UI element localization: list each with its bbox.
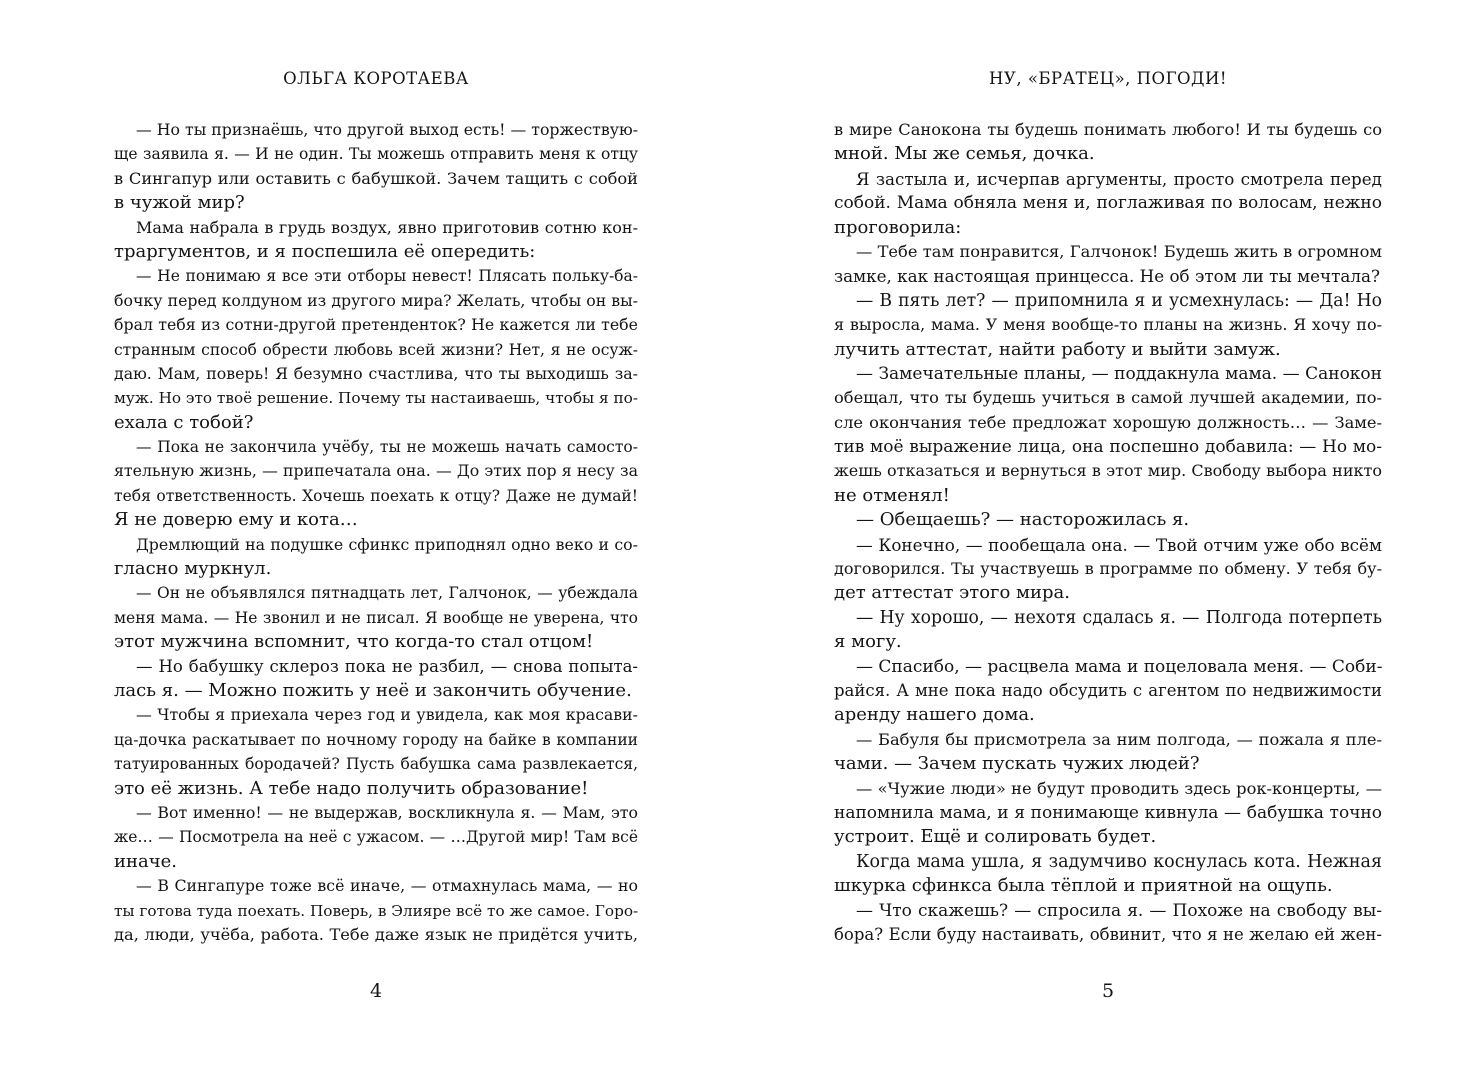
text-line: ще заявила я. — И не один. Ты можешь отправить меня к отцу [114,145,638,164]
text-line: мной. Мы же семья, дочка. [834,143,1095,165]
text-line: ты готова туда поехать. Поверь, в Элияре всё то же самое. Горо- [114,901,638,920]
text-line: муж. Но это твоё решение. Почему ты настаиваешь, чтобы я по- [114,389,638,408]
text-line: в мире Санокона ты будешь понимать любого! И ты будешь со [834,120,1382,139]
text-line: тив моё выражение лица, она поспешно добавила: — Но мо- [834,437,1382,458]
text-line: — Не понимаю я все эти отборы невест! Плясать польку-ба- [136,267,638,286]
text-line: я выросла, мама. У меня вообще-то планы на жизнь. Я хочу по- [834,315,1382,335]
text-line: да, люди, учёба, работа. Тебе даже язык не придётся учить, [114,924,638,944]
text-line: — Чтобы я приехала через год и увидела, как моя красави- [136,705,638,725]
text-line: проговорила: [834,216,962,238]
text-line: Дремлющий на подушке сфинкс приподнял одно веко и со- [136,534,638,554]
left-page [114,0,638,1080]
text-line: — Обещаешь? — насторожилась я. [856,509,1190,531]
text-line: чами. — Зачем пускать чужих людей? [834,753,1200,775]
right-page [834,0,1382,1080]
page-number-left: 4 [369,980,383,1002]
text-line: меня мама. — Не звонил и не писал. Я вообще не уверена, что [114,608,638,627]
text-line: странным способ обрести любовь всей жизни? Нет, я не осуж- [114,340,638,359]
text-line: — Но ты признаёшь, что другой выход есть! — торжествую- [136,120,638,139]
text-line: — «Чужие люди» не будут проводить здесь рок-концерты, — [856,778,1382,798]
page-number-right: 5 [1101,980,1115,1002]
text-line: обещал, что ты будешь учиться в самой лучшей академии, по- [834,388,1382,408]
text-line: ехала с тобой? [114,411,254,433]
text-line: татуированных бородачей? Пусть бабушка сама развлекается, [114,755,638,774]
text-line: бора? Если буду настаивать, обвинит, что я не желаю ей жен- [834,924,1382,944]
text-line: устроит. Ещё и солировать будет. [834,826,1157,848]
text-line: ца-дочка раскатывает по ночному городу на байке в компании [114,730,638,749]
text-line: шкурка сфинкса была тёплой и приятной на ощупь. [834,875,1333,897]
text-line: в чужой мир? [114,192,245,214]
text-line: брал тебя из сотни-другой претенденток? Не кажется ли тебе [114,315,638,335]
text-line: — Бабуля бы присмотрела за ним полгода, — пожала я пле- [856,729,1382,749]
text-line: договорился. Ты участвуешь в программе по обмену. У тебя бу- [834,559,1382,579]
text-line: сле окончания тебе предложат хорошую должность… — Заме- [834,412,1382,432]
text-line: Я не доверю ему и кота… [114,509,358,531]
text-line: гласно муркнул. [114,558,272,580]
text-line: жешь отказаться и вернуться в этот мир. Свободу выбора никто [834,461,1382,481]
text-line: Я застыла и, исчерпав аргументы, просто смотрела перед [856,168,1382,189]
text-line: замке, как настоящая принцесса. Не об этом ли ты мечтала? [834,266,1380,287]
text-line: Мама набрала в грудь воздух, явно приготовив сотню кон- [136,217,638,237]
text-line: в Сингапур или оставить с бабушкой. Зачем тащить с собой [114,168,638,188]
text-line: лучить аттестат, найти работу и выйти замуж. [834,338,1281,360]
text-line: райся. А мне пока надо обсудить с агентом по недвижимости [834,680,1382,700]
text-line: это её жизнь. А тебе надо получить образование! [114,777,589,799]
left-page-text [114,118,638,947]
text-line: — Он не объявлялся пятнадцать лет, Галчонок, — убеждала [136,584,638,603]
text-line: ятельную жизнь, — припечатала она. — До этих пор я несу за [114,461,638,481]
text-line: — Спасибо, — расцвела мама и поцеловала меня. — Соби- [856,656,1382,677]
text-line: даю. Мам, поверь! Я безумно счастлива, что ты выходишь за- [114,363,638,383]
text-line: же… — Посмотрела на неё с ужасом. — …Другой мир! Там всё [114,828,638,847]
text-line: я могу. [834,631,902,653]
text-line: иначе. [114,850,177,872]
text-line: — Замечательные планы, — поддакнула мама. — Санокон [856,363,1382,384]
running-head-author: ОЛЬГА КОРОТАЕВА [283,69,469,88]
text-line: — Пока не закончила учёбу, ты не можешь начать самосто- [136,438,638,457]
text-line: Когда мама ушла, я задумчиво коснулась кота. Нежная [856,851,1382,872]
text-line: — В Сингапуре тоже всё иначе, — отмахнулась мама, — но [136,876,638,896]
right-page-text [834,118,1382,947]
text-line: дет аттестат этого мира. [834,582,1071,604]
text-line: бочку перед колдуном из другого мира? Желать, чтобы он вы- [114,290,638,310]
text-line: этот мужчина вспомнит, что когда-то стал отцом! [114,631,594,653]
text-line: — Что скажешь? — спросила я. — Похоже на свободу вы- [856,900,1382,921]
text-line: напомнила мама, и я понимающе кивнула — бабушка точно [834,802,1382,823]
text-line: — Тебе там понравится, Галчонок! Будешь жить в огромном [856,241,1382,261]
text-line: — В пять лет? — припомнила я и усмехнулась: — Да! Но [856,290,1382,311]
text-line: — Ну хорошо, — нехотя сдалась я. — Полгода потерпеть [856,607,1382,628]
text-line: тебя ответственность. Хочешь поехать к отцу? Даже не думай! [114,486,638,505]
text-line: — Вот именно! — не выдержав, воскликнула я. — Мам, это [136,802,638,822]
text-line: аренду нашего дома. [834,704,1035,726]
text-line: лась я. — Можно пожить у неё и закончить обучение. [114,679,632,701]
text-line: не отменял! [834,484,950,506]
text-line: — Конечно, — пообещала она. — Твой отчим уже обо всём [856,534,1382,555]
text-line: траргументов, и я поспешила её опередить: [114,240,536,262]
text-line: — Но бабушку склероз пока не разбил, — снова попыта- [136,656,638,676]
running-head-title: НУ, «БРАТЕЦ», ПОГОДИ! [989,69,1227,88]
text-line: собой. Мама обняла меня и, поглаживая по волосам, нежно [834,193,1382,214]
